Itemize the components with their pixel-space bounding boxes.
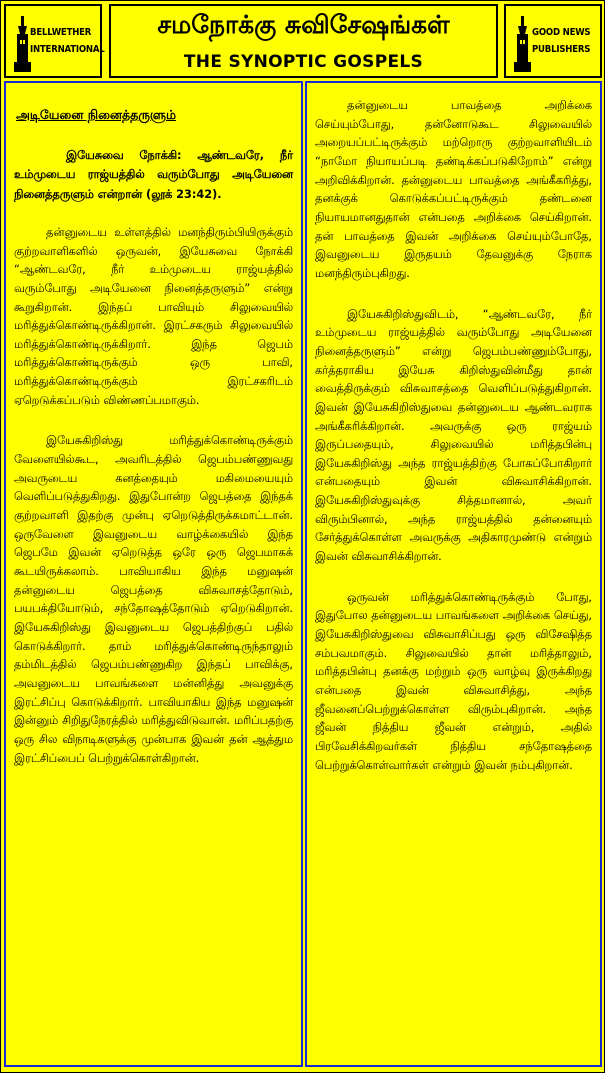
left-column bbox=[4, 81, 303, 1067]
building-icon bbox=[512, 16, 534, 72]
header-title-box bbox=[109, 4, 498, 78]
logo-line-1: BELLWETHER bbox=[30, 27, 92, 38]
section-title: அடியேனை நினைத்தருளும் bbox=[16, 107, 177, 122]
paragraph: இயேசுகிறிஸ்து மரித்துக்கொண்டிருக்கும் வேளையில்கூட, அவரிடத்தில் ஜெபம்பண்ணுவது அவருடைய கனத்தையும் மகிமையையும் வெளிப்படுத்துகிறது. இதுபோன்ற ஜெபத்தை இந்தக் குற்றவாளி இதற்கு முன்பு ஏறெடுத்திருக்கமாட்டான். ஒருவேளை இவனுடைய வாழ்க்கையில் இந்த ஜெபமே இவன் ஏறெடுத்த ஒரே ஒரு ஜெபமாகக் கூடயிருக்கலாம். பாவியாகிய இந்த மனுஷன் தன்னுடைய ஜெபத்தை விசுவாசத்தோடும், பயபக்தியோடும், சந்தோஷத்தோடும் ஏறெடுகிறான். இயேசுகிறிஸ்து இவனுடைய ஜெபத்திற்குப் பதில் கொடுக்கிறார். தாம் மரித்துக்கொண்டிருந்தாலும் தம்மிடத்தில் ஜெபம்பண்ணுகிற இந்தப் பாவிக்கு, அவனுடைய பாவங்களை மன்னித்து அவனுக்கு இரட்சிப்பு கொடுக்கிறார். பாவியாகிய இந்த மனுஷன் இன்னும் சிறிதுநேரத்தில் மரித்துவிடுவான். மரிப்பதற்கு ஒரு சில விநாடிகளுக்கு முன்பாக இவன் தன் ஆத்தும இரட்சிப்பைப் பெற்றுக்கொள்கிறான். bbox=[14, 434, 293, 765]
scripture-verse: இயேசுவை நோக்கி: ஆண்டவரே, நீர் உம்முடைய ராஜ்யத்தில் வரும்போது அடியேனை நினைத்தருளும் என்றான் (லூக் 23:42). bbox=[14, 149, 293, 201]
paragraph: இயேசுகிறிஸ்துவிடம், “ஆண்டவரே, நீர் உம்முடைய ராஜ்யத்தில் வரும்போது அடியேனை நினைத்தருளும்” என்று ஜெபம்பண்ணும்போது, கர்த்தராகிய இயேசு கிறிஸ்துவின்மீது தான் வைத்திருக்கும் விசுவாசத்தை வெளிப்படுத்துகிறான். இவன் இயேசுகிறிஸ்துவை தன்னுடைய ஆண்டவராக அங்கீகரிக்கிறான். அவருக்கு ஒரு ராஜ்யம் இருப்பதையும், சிலுவையில் மரித்தபின்பு இயேசுகிறிஸ்து அந்த ராஜ்யத்திற்கு போகப்போகிறார் என்பதையும் இவன் விசுவாசிக்கிறான். இயேசுகிறிஸ்துவுக்கு சித்தமானால், அவர் விரும்பினால், அந்த ராஜ்யத்தில் தன்னையும் சேர்த்துக்கொள்ள அவருக்கு அதிகாரமுண்டு என்றும் இவன் விசுவாசிக்கிறான். bbox=[315, 307, 592, 564]
page-title-tamil: சமநோக்கு சுவிசேஷங்கள் bbox=[157, 10, 450, 39]
logo-line-1: GOOD NEWS bbox=[532, 27, 591, 38]
logo-line-2: PUBLISHERS bbox=[532, 44, 591, 55]
paragraph: தன்னுடைய உள்ளத்தில் மனந்திரும்பியிருக்கும் குற்றவாளிகளில் ஒருவன், இயேசுவை நோக்கி “ஆண்டவரே, நீர் உம்முடைய ராஜ்யத்தில் வரும்போது அடியேனை நினைத்தருளும்” என்று கூறுகிறான். இந்தப் பாவியும் சிலுவையில் மரித்துக்கொண்டிருக்கிறான். இரட்சகரும் சிலுவையில் மரித்துக்கொண்டிருக்கிறார். இந்த ஜெபம் மரித்துக்கொண்டிருக்கும் ஒரு பாவி, மரித்துக்கொண்டிருக்கும் இரட்சகரிடம் ஏறெடுக்கப்படும் விண்ணப்பமாகும். bbox=[14, 225, 293, 407]
right-column bbox=[305, 81, 602, 1067]
paragraph: ஒருவன் மரித்துக்கொண்டிருக்கும் போது, இதுபோல தன்னுடைய பாவங்களை அறிக்கை செய்து, இயேசுகிறிஸ்துவை விசுவாசிப்பது ஒரு விசேஷித்த சம்பவமாகும். சிலுவையில் தான் மரித்தாலும், மரித்தபின்பு தனக்கு மற்றும் ஒரு வாழ்வு இருக்கிறது என்பதை இவன் விசுவாசித்து, அந்த ஜீவனைப்பெற்றுக்கொள்ள விரும்புகிறான். அந்த ஜீவன் நித்திய ஜீவன் என்றும், அதில் பிரவேசிக்கிறவர்கள் நித்திய சந்தோஷத்தை பெற்றுக்கொள்வார்கள் என்றும் இவன் நம்புகிறான். bbox=[315, 590, 592, 772]
good-news-logo bbox=[504, 4, 602, 78]
page-title-english: THE SYNOPTIC GOSPELS bbox=[183, 52, 424, 72]
bellwether-logo bbox=[4, 4, 105, 78]
logo-line-2: INTERNATIONAL bbox=[30, 44, 105, 55]
bellwether-logo-text bbox=[30, 24, 105, 58]
good-news-logo-text bbox=[532, 24, 590, 58]
paragraph: தன்னுடைய பாவத்தை அறிக்கை செய்யும்போது, தன்னோடுகூட சிலுவையில் அறையப்பட்டிருக்கும் மற்றொரு குற்றவாளியிடம் “நாமோ நியாயப்படி தண்டிக்கப்படுகிறோம்” என்று அறிவிக்கிறான். தன்னுடைய பாவத்தை அங்கீகரித்து, தனக்குக் கொடுக்கப்பட்டிருக்கும் தண்டனை நியாயமானதுதான் என்பதை அறிக்கை செய்கிறான். தன் பாவத்தை இவன் அறிக்கை செய்யும்போதே, இவனுடைய இருதயம் தேவனுக்கு நேராக மனந்திரும்புகிறது. bbox=[315, 99, 592, 280]
